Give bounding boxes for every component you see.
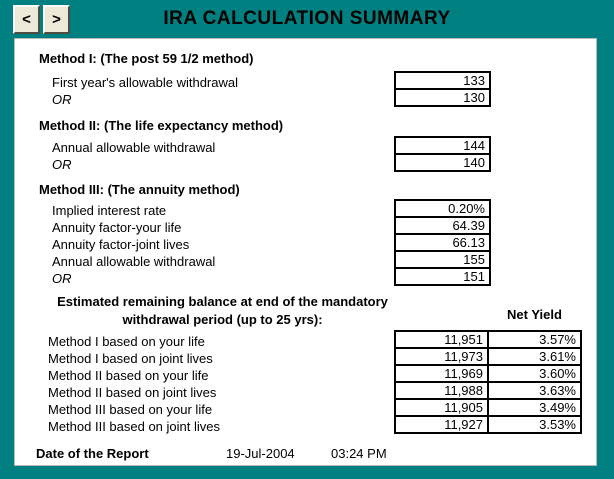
yield-cell[interactable]: 3.61% <box>488 348 581 365</box>
balance-cell[interactable]: 11,988 <box>395 382 488 399</box>
value-cell[interactable]: 133 <box>395 72 490 89</box>
report-date-value: 19-Jul-2004 <box>226 446 295 461</box>
balance-cell[interactable]: 11,927 <box>395 416 488 433</box>
yield-cell[interactable]: 3.60% <box>488 365 581 382</box>
balance-cell[interactable]: 11,969 <box>395 365 488 382</box>
label-or: OR <box>52 92 72 107</box>
report-panel <box>14 38 597 466</box>
previous-page-button[interactable]: < <box>13 5 40 34</box>
balance-row-label: Method I based on your life <box>48 334 205 349</box>
yield-cell[interactable]: 3.57% <box>488 331 581 348</box>
yield-cell[interactable]: 3.53% <box>488 416 581 433</box>
balance-row-label: Method II based on joint lives <box>48 385 217 400</box>
label-annuity-factor-joint-lives: Annuity factor-joint lives <box>52 237 190 252</box>
section-title-method-1: Method I: (The post 59 1/2 method) <box>39 51 254 66</box>
method-3-values <box>394 199 491 286</box>
label-first-year-withdrawal: First year's allowable withdrawal <box>52 75 238 90</box>
value-cell[interactable]: 155 <box>395 251 490 268</box>
section-title-method-2: Method II: (The life expectancy method) <box>39 118 284 133</box>
next-page-button[interactable]: > <box>43 5 70 34</box>
balance-cell[interactable]: 11,973 <box>395 348 488 365</box>
method-2-values <box>394 136 491 172</box>
label-or: OR <box>52 157 72 172</box>
value-cell[interactable]: 144 <box>395 137 490 154</box>
label-annual-withdrawal: Annual allowable withdrawal <box>52 254 216 269</box>
balance-row-label: Method III based on your life <box>48 402 213 417</box>
section-title-method-3: Method III: (The annuity method) <box>39 182 240 197</box>
value-cell[interactable]: 64.39 <box>395 217 490 234</box>
balance-row-label: Method I based on joint lives <box>48 351 213 366</box>
report-date-label: Date of the Report <box>36 446 149 461</box>
method-1-values <box>394 71 491 107</box>
page-title: IRA CALCULATION SUMMARY <box>163 8 451 29</box>
yield-cell[interactable]: 3.63% <box>488 382 581 399</box>
yield-cell[interactable]: 3.49% <box>488 399 581 416</box>
balance-table <box>394 330 582 434</box>
label-implied-interest-rate: Implied interest rate <box>52 203 167 218</box>
balance-row-label: Method II based on your life <box>48 368 209 383</box>
balance-cell[interactable]: 11,951 <box>395 331 488 348</box>
balance-title-line1: Estimated remaining balance at end of the mandatory <box>57 294 388 309</box>
balance-row-label: Method III based on joint lives <box>48 419 220 434</box>
value-cell[interactable]: 66.13 <box>395 234 490 251</box>
label-annual-withdrawal: Annual allowable withdrawal <box>52 140 216 155</box>
balance-title-line2: withdrawal period (up to 25 yrs): <box>122 312 323 327</box>
value-cell[interactable]: 151 <box>395 268 490 285</box>
report-time-value: 03:24 PM <box>331 446 387 461</box>
balance-cell[interactable]: 11,905 <box>395 399 488 416</box>
net-yield-column-header: Net Yield <box>507 307 562 322</box>
value-cell[interactable]: 140 <box>395 154 490 171</box>
value-cell[interactable]: 0.20% <box>395 200 490 217</box>
label-or: OR <box>52 271 72 286</box>
label-annuity-factor-your-life: Annuity factor-your life <box>52 220 182 235</box>
value-cell[interactable]: 130 <box>395 89 490 106</box>
balance-section-title <box>45 293 400 329</box>
